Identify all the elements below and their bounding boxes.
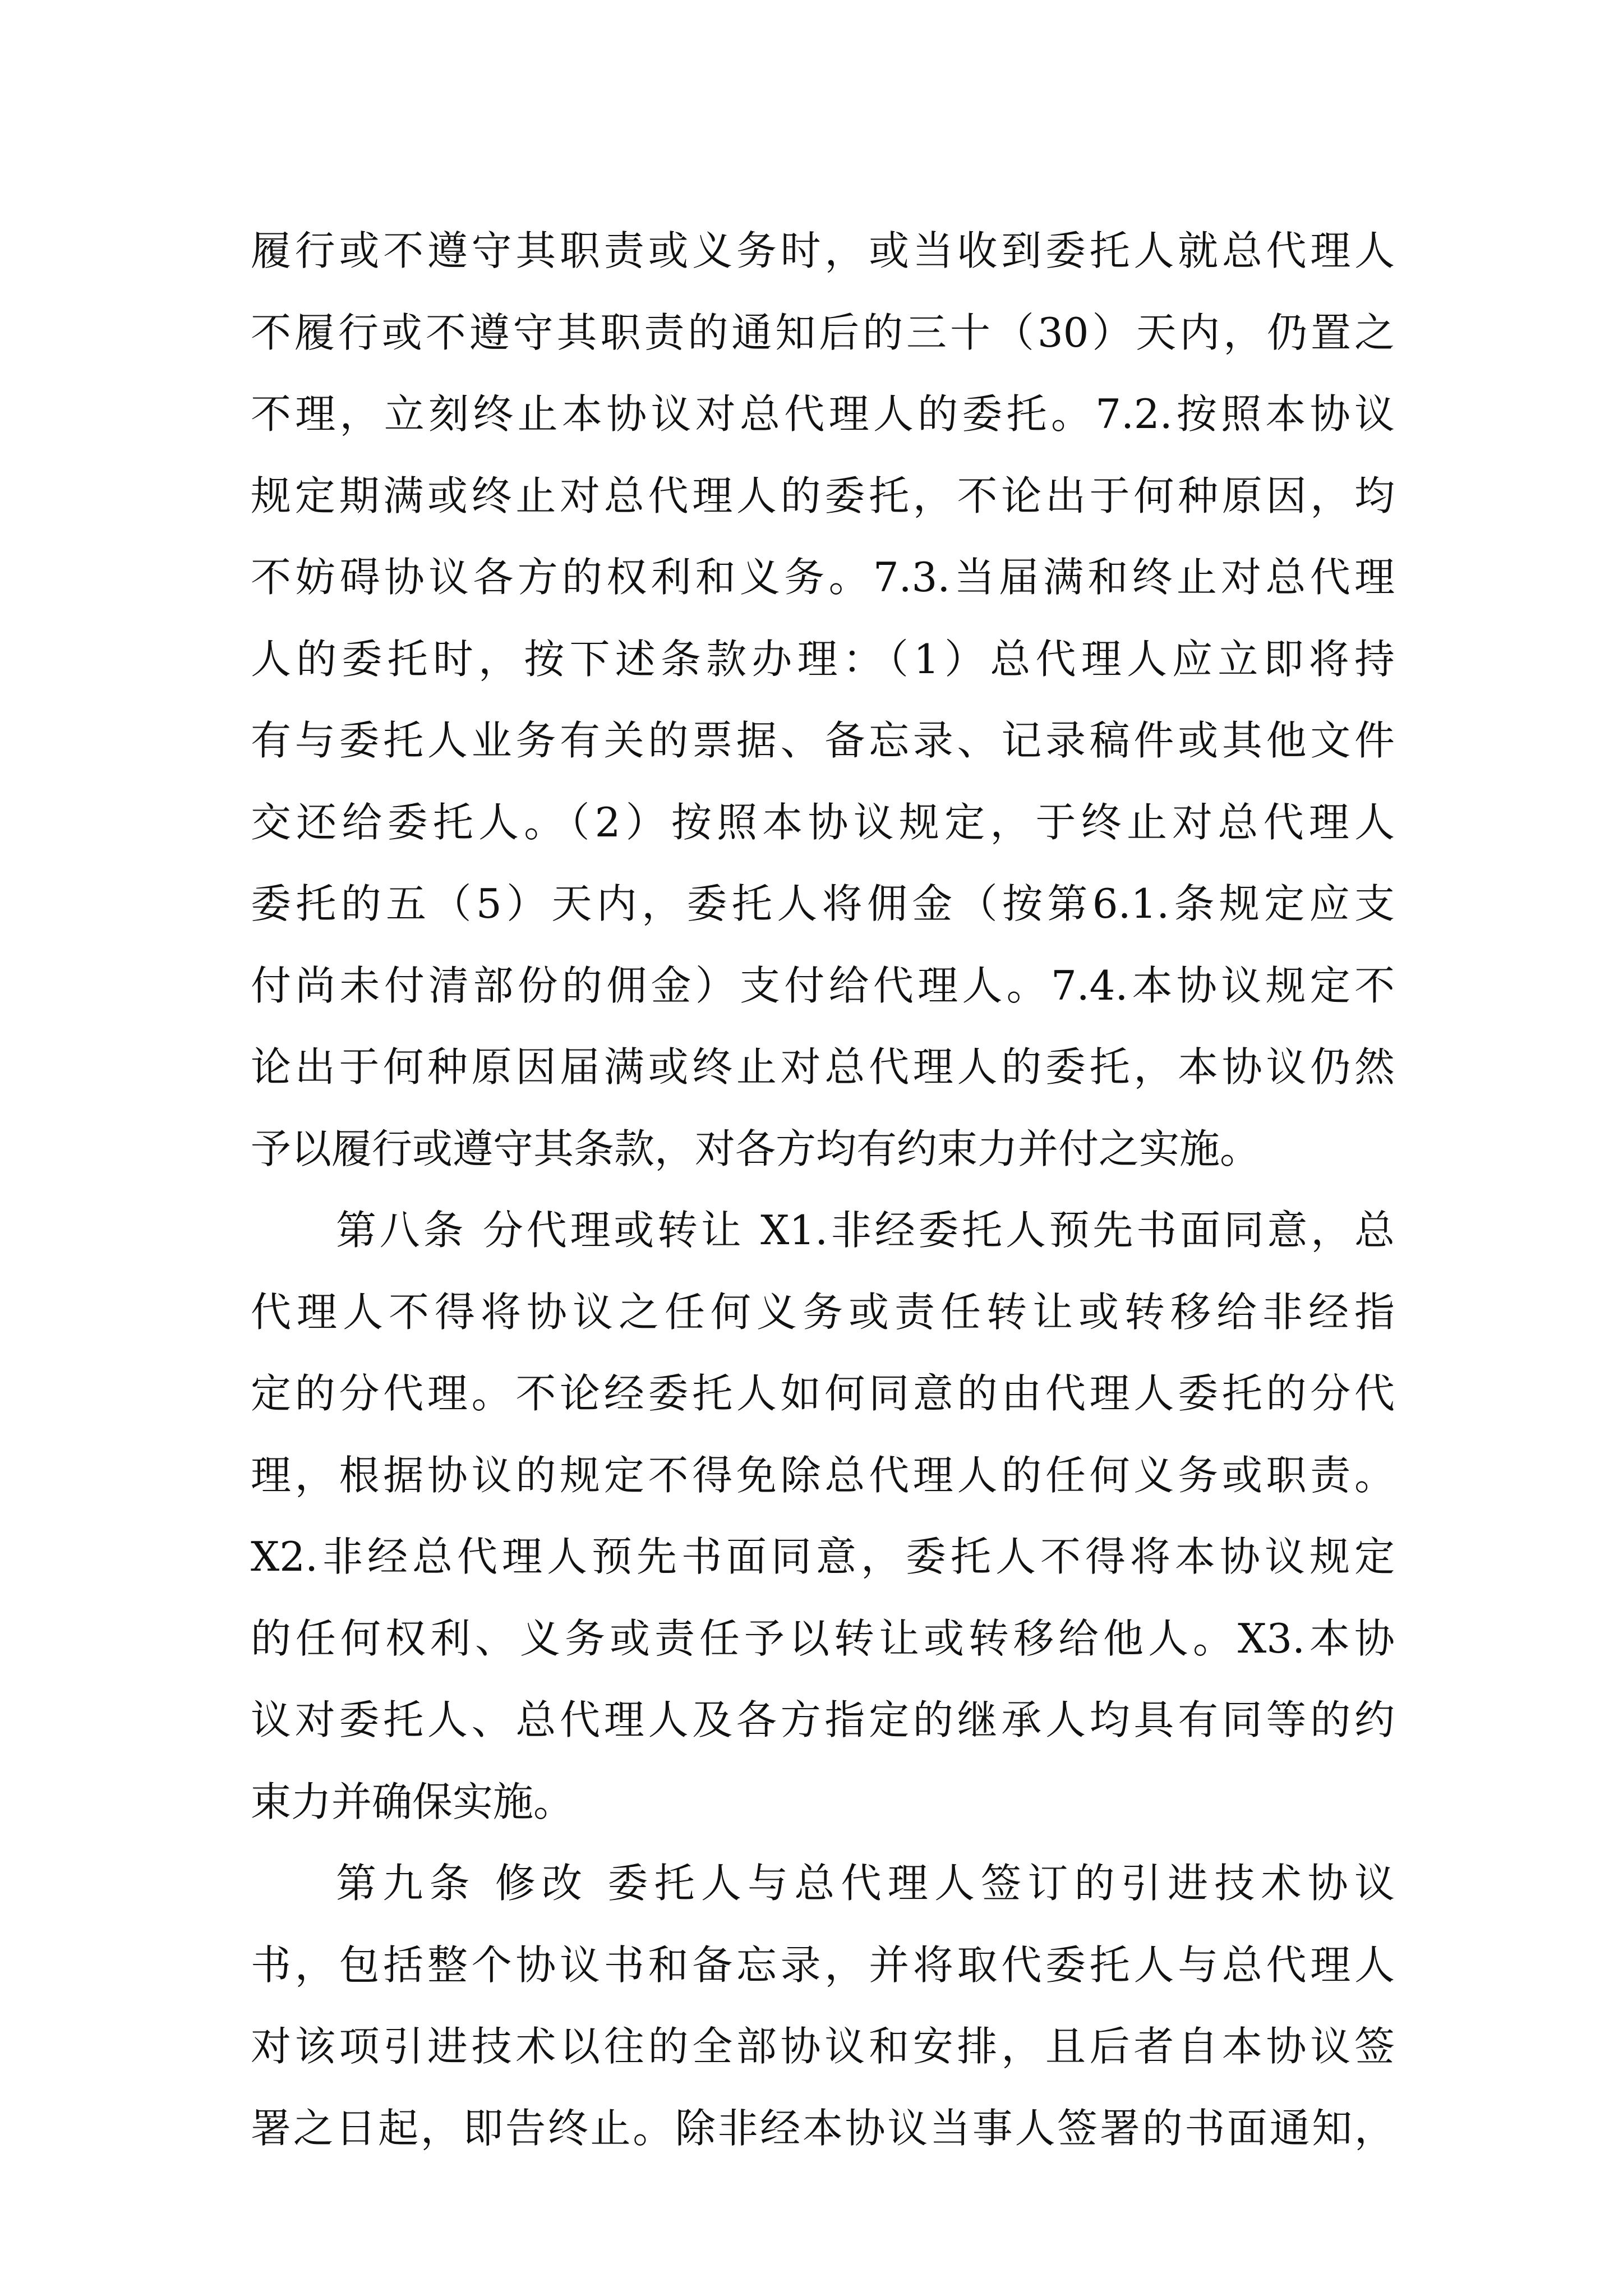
paragraph-article-8 bbox=[251, 1190, 1395, 1843]
text-line: X2.非经总代理人预先书面同意，委托人不得将本协议规定 bbox=[251, 1533, 1395, 1580]
text-line: 第八条 分代理或转让 X1.非经委托人预先书面同意，总 bbox=[336, 1207, 1395, 1254]
text-line: 有与委托人业务有关的票据、备忘录、记录稿件或其他文件 bbox=[251, 717, 1395, 764]
text-line: 规定期满或终止对总代理人的委托，不论出于何种原因，均 bbox=[251, 472, 1395, 519]
paragraph-article-7-continued bbox=[251, 210, 1395, 1190]
text-line: 交还给委托人。（2）按照本协议规定，于终止对总代理人 bbox=[251, 798, 1395, 846]
text-line: 议对委托人、总代理人及各方指定的继承人均具有同等的约 bbox=[251, 1696, 1395, 1743]
text-line: 不妨碍协议各方的权利和义务。7.3.当届满和终止对总代理 bbox=[251, 554, 1395, 601]
text-line: 不理，立刻终止本协议对总代理人的委托。7.2.按照本协议 bbox=[251, 390, 1395, 438]
text-line: 理，根据协议的规定不得免除总代理人的任何义务或职责。 bbox=[251, 1451, 1395, 1499]
text-line: 对该项引进技术以往的全部协议和安排，且后者自本协议签 bbox=[251, 2023, 1395, 2070]
document-body bbox=[251, 210, 1395, 2169]
text-line: 束力并确保实施。 bbox=[251, 1778, 574, 1825]
text-line: 不履行或不遵守其职责的通知后的三十（30）天内，仍置之 bbox=[251, 309, 1395, 356]
text-line: 书，包括整个协议书和备忘录，并将取代委托人与总代理人 bbox=[251, 1941, 1395, 1989]
text-line: 定的分代理。不论经委托人如何同意的由代理人委托的分代 bbox=[251, 1370, 1395, 1417]
text-line: 人的委托时，按下述条款办理：（1）总代理人应立即将持 bbox=[251, 635, 1395, 683]
text-line: 付尚未付清部份的佣金）支付给代理人。7.4.本协议规定不 bbox=[251, 961, 1395, 1009]
text-line: 第九条 修改 委托人与总代理人签订的引进技术协议 bbox=[336, 1860, 1395, 1907]
text-line: 代理人不得将协议之任何义务或责任转让或转移给非经指 bbox=[251, 1288, 1395, 1336]
paragraph-article-9 bbox=[251, 1843, 1395, 2169]
text-line: 的任何权利、义务或责任予以转让或转移给他人。X3.本协 bbox=[251, 1614, 1395, 1662]
text-line: 委托的五（5）天内，委托人将佣金（按第6.1.条规定应支 bbox=[251, 880, 1395, 927]
text-line: 予以履行或遵守其条款，对各方均有约束力并付之实施。 bbox=[251, 1125, 1261, 1172]
text-line: 署之日起，即告终止。除非经本协议当事人签署的书面通知， bbox=[251, 2104, 1395, 2152]
text-line: 履行或不遵守其职责或义务时，或当收到委托人就总代理人 bbox=[251, 227, 1395, 274]
text-line: 论出于何种原因届满或终止对总代理人的委托，本协议仍然 bbox=[251, 1043, 1395, 1091]
